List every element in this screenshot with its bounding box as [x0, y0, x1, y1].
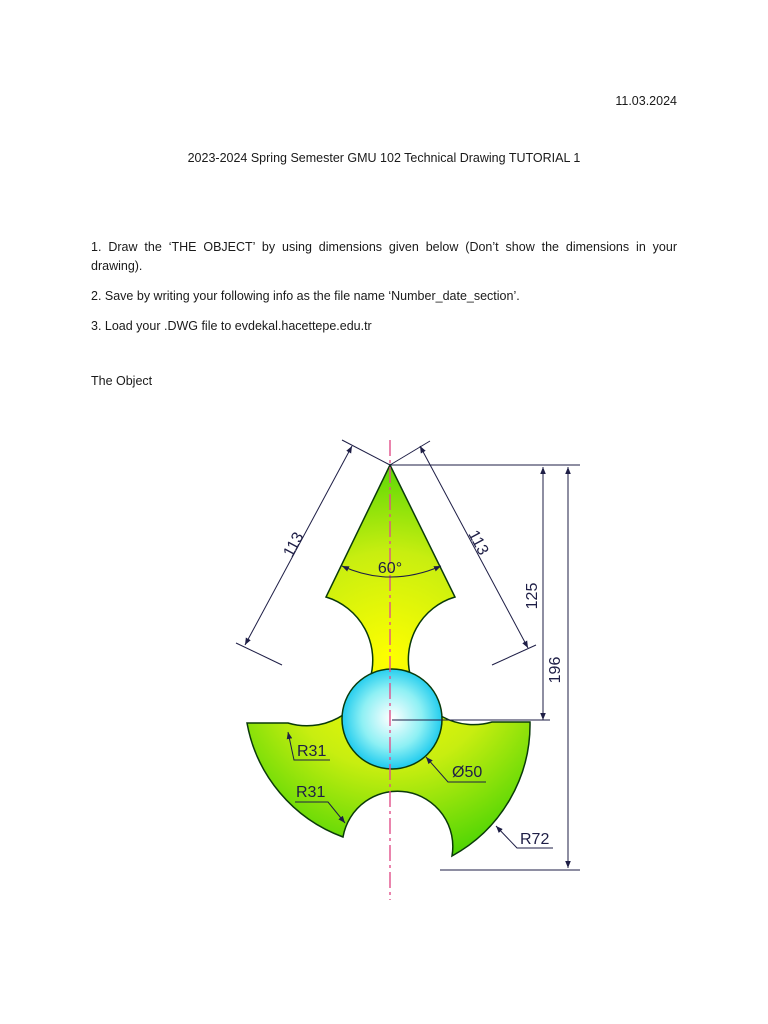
dimension-label-r72: R72	[520, 831, 550, 848]
dimension-label-196: 196	[547, 656, 564, 684]
dimension-label-diameter: Ø50	[452, 764, 483, 781]
dimension-label-125: 125	[524, 582, 541, 610]
instruction-1: 1. Draw the ‘THE OBJECT’ by using dimensions given below (Don’t show the dimensions in your drawing).	[91, 240, 677, 273]
instruction-3: 3. Load your .DWG file to evdekal.hacettepe.edu.tr	[91, 319, 372, 333]
object-body	[247, 465, 530, 856]
document-title: 2023-2024 Spring Semester GMU 102 Technical Drawing TUTORIAL 1	[187, 151, 581, 165]
center-hole	[342, 669, 442, 769]
dimension-label-r31-upper: R31	[297, 743, 327, 760]
dimension-label-right-113: 113	[464, 527, 492, 559]
dimension-label-angle: 60°	[377, 560, 403, 577]
dimension-label-left-113: 113	[280, 529, 308, 561]
document-date: 11.03.2024	[615, 94, 677, 108]
instruction-2: 2. Save by writing your following info as the file name ‘Number_date_section’.	[91, 289, 520, 303]
section-heading: The Object	[91, 374, 153, 388]
dimension-label-r31-lower: R31	[296, 784, 326, 801]
